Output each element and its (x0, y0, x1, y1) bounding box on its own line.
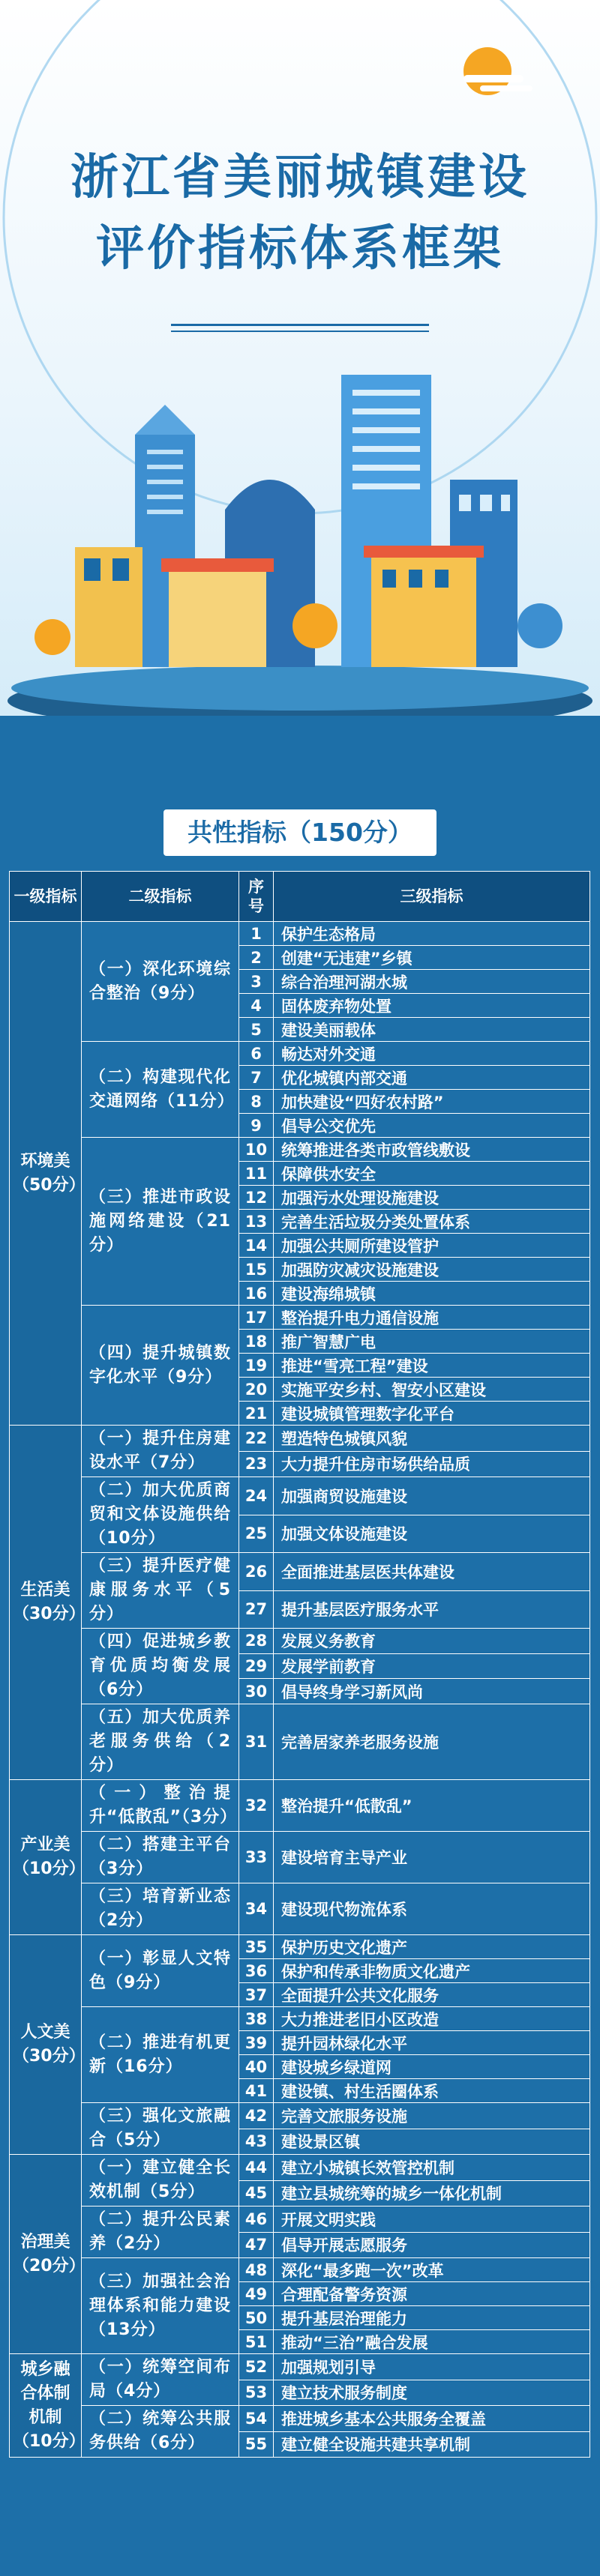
item-number: 43 (239, 2129, 274, 2155)
item-number: 25 (239, 1515, 274, 1553)
level3-indicator: 完善生活垃圾分类处置体系 (274, 1210, 590, 1234)
level2-indicator: （一）建立健全长效机制（5分） (82, 2155, 239, 2207)
title-divider (171, 331, 429, 332)
item-number: 31 (239, 1704, 274, 1780)
item-number: 16 (239, 1282, 274, 1306)
level3-indicator: 加强污水处理设施建设 (274, 1186, 590, 1210)
level1-indicator: 生活美（30分） (10, 1426, 82, 1780)
level2-indicator: （三）加强社会治理体系和能力建设（13分） (82, 2258, 239, 2354)
item-number: 53 (239, 2380, 274, 2406)
table-row (10, 1138, 590, 1162)
item-number: 6 (239, 1042, 274, 1066)
level2-indicator: （三）强化文旅融合（5分） (82, 2103, 239, 2155)
level3-indicator: 倡导终身学习新风尚 (274, 1679, 590, 1704)
sun-icon (464, 47, 532, 95)
level2-indicator: （二）统筹公共服务供给（6分） (82, 2406, 239, 2458)
item-number: 23 (239, 1451, 274, 1477)
level3-indicator: 建设镇、村生活圈体系 (274, 2079, 590, 2103)
title-divider (171, 324, 429, 326)
column-header: 序号 (239, 872, 274, 922)
item-number: 11 (239, 1162, 274, 1186)
item-number: 35 (239, 1935, 274, 1959)
level3-indicator: 整治提升电力通信设施 (274, 1306, 590, 1330)
level3-indicator: 塑造特色城镇风貌 (274, 1426, 590, 1452)
level2-indicator: （二）构建现代化交通网络（11分） (82, 1042, 239, 1138)
item-number: 40 (239, 2055, 274, 2079)
level1-indicator: 环境美（50分） (10, 922, 82, 1426)
level3-indicator: 推动“三治”融合发展 (274, 2330, 590, 2354)
level2-indicator: （二）推进有机更新（16分） (82, 2007, 239, 2103)
level3-indicator: 优化城镇内部交通 (274, 1066, 590, 1090)
level3-indicator: 加强文体设施建设 (274, 1515, 590, 1553)
item-number: 39 (239, 2031, 274, 2055)
table-row (10, 1704, 590, 1780)
level3-indicator: 建立小城镇长效管控机制 (274, 2155, 590, 2181)
level3-indicator: 推进城乡基本公共服务全覆盖 (274, 2406, 590, 2432)
item-number: 32 (239, 1780, 274, 1832)
item-number: 51 (239, 2330, 274, 2354)
item-number: 42 (239, 2103, 274, 2129)
level1-indicator: 治理美（20分） (10, 2155, 82, 2354)
level3-indicator: 固体废弃物处置 (274, 994, 590, 1018)
level3-indicator: 大力推进老旧小区改造 (274, 2007, 590, 2031)
table-row (10, 1832, 590, 1883)
table-row (10, 2354, 590, 2380)
table-row (10, 1042, 590, 1066)
level3-indicator: 加强公共厕所建设管护 (274, 1234, 590, 1258)
item-number: 20 (239, 1378, 274, 1402)
table-row (10, 1553, 590, 1591)
item-number: 17 (239, 1306, 274, 1330)
item-number: 46 (239, 2207, 274, 2233)
level3-indicator: 加强规划引导 (274, 2354, 590, 2380)
table-row (10, 1629, 590, 1654)
item-number: 2 (239, 946, 274, 970)
item-number: 5 (239, 1018, 274, 1042)
level2-indicator: （一）提升住房建设水平（7分） (82, 1426, 239, 1477)
item-number: 18 (239, 1330, 274, 1354)
table-row (10, 1935, 590, 1959)
hero-banner (0, 0, 600, 742)
level3-indicator: 综合治理河湖水城 (274, 970, 590, 994)
level3-indicator: 全面提升公共文化服务 (274, 1983, 590, 2007)
level3-indicator: 保护历史文化遗产 (274, 1935, 590, 1959)
item-number: 13 (239, 1210, 274, 1234)
level2-indicator: （四）促进城乡教育优质均衡发展（6分） (82, 1629, 239, 1704)
level3-indicator: 倡导公交优先 (274, 1114, 590, 1138)
level1-indicator: 产业美（10分） (10, 1780, 82, 1935)
table-body (10, 922, 590, 2458)
item-number: 50 (239, 2306, 274, 2330)
table-row (10, 2258, 590, 2282)
level3-indicator: 推广智慧广电 (274, 1330, 590, 1354)
item-number: 29 (239, 1653, 274, 1679)
level3-indicator: 提升基层治理能力 (274, 2306, 590, 2330)
level3-indicator: 创建“无违建”乡镇 (274, 946, 590, 970)
level3-indicator: 提升基层医疗服务水平 (274, 1590, 590, 1629)
level3-indicator: 合理配备警务资源 (274, 2282, 590, 2306)
item-number: 54 (239, 2406, 274, 2432)
level3-indicator: 保护生态格局 (274, 922, 590, 946)
table-row (10, 922, 590, 946)
table-row (10, 2103, 590, 2129)
level3-indicator: 建设景区镇 (274, 2129, 590, 2155)
item-number: 9 (239, 1114, 274, 1138)
table-row (10, 1883, 590, 1935)
level3-indicator: 畅达对外交通 (274, 1042, 590, 1066)
item-number: 55 (239, 2431, 274, 2458)
level3-indicator: 开展文明实践 (274, 2207, 590, 2233)
level3-indicator: 建立县城统筹的城乡一体化机制 (274, 2180, 590, 2207)
item-number: 45 (239, 2180, 274, 2207)
level2-indicator: （四）提升城镇数字化水平（9分） (82, 1306, 239, 1426)
item-number: 1 (239, 922, 274, 946)
level2-indicator: （三）培育新业态（2分） (82, 1883, 239, 1935)
item-number: 8 (239, 1090, 274, 1114)
level2-indicator: （一）深化环境综合整治（9分） (82, 922, 239, 1042)
page-title-line1: 浙江省美丽城镇建设 (70, 150, 530, 205)
item-number: 27 (239, 1590, 274, 1629)
item-number: 47 (239, 2232, 274, 2258)
column-header: 三级指标 (274, 872, 590, 922)
item-number: 26 (239, 1553, 274, 1591)
level2-indicator: （一）整治提升“低散乱”（3分） (82, 1780, 239, 1832)
item-number: 10 (239, 1138, 274, 1162)
level3-indicator: 深化“最多跑一次”改革 (274, 2258, 590, 2282)
level3-indicator: 加强防灾减灾设施建设 (274, 1258, 590, 1282)
item-number: 37 (239, 1983, 274, 2007)
item-number: 41 (239, 2079, 274, 2103)
level3-indicator: 建立健全设施共建共享机制 (274, 2431, 590, 2458)
level3-indicator: 发展义务教育 (274, 1629, 590, 1654)
level2-indicator: （二）加大优质商贸和文体设施供给（10分） (82, 1477, 239, 1553)
level3-indicator: 全面推进基层医共体建设 (274, 1553, 590, 1591)
table-row (10, 2406, 590, 2432)
level3-indicator: 保护和传承非物质文化遗产 (274, 1959, 590, 1983)
page-title-line2: 评价指标体系框架 (96, 221, 504, 277)
level3-indicator: 发展学前教育 (274, 1653, 590, 1679)
table-row (10, 1426, 590, 1452)
item-number: 15 (239, 1258, 274, 1282)
level3-indicator: 保障供水安全 (274, 1162, 590, 1186)
level2-indicator: （三）推进市政设施网络建设（21分） (82, 1138, 239, 1306)
item-number: 28 (239, 1629, 274, 1654)
table-row (10, 2155, 590, 2181)
level3-indicator: 整治提升“低散乱” (274, 1780, 590, 1832)
table-row (10, 1477, 590, 1515)
item-number: 38 (239, 2007, 274, 2031)
level2-indicator: （一）彰显人文特色（9分） (82, 1935, 239, 2007)
table-row (10, 2207, 590, 2233)
level3-indicator: 完善居家养老服务设施 (274, 1704, 590, 1780)
table-row (10, 2007, 590, 2031)
level2-indicator: （一）统筹空间布局（4分） (82, 2354, 239, 2406)
level3-indicator: 建设培育主导产业 (274, 1832, 590, 1883)
indicator-table (9, 871, 590, 2458)
item-number: 30 (239, 1679, 274, 1704)
level3-indicator: 大力提升住房市场供给品质 (274, 1451, 590, 1477)
level3-indicator: 倡导开展志愿服务 (274, 2232, 590, 2258)
item-number: 52 (239, 2354, 274, 2380)
level3-indicator: 建设海绵城镇 (274, 1282, 590, 1306)
item-number: 22 (239, 1426, 274, 1452)
level2-indicator: （三）提升医疗健康服务水平（5分） (82, 1553, 239, 1629)
item-number: 24 (239, 1477, 274, 1515)
level3-indicator: 推进“雪亮工程”建设 (274, 1354, 590, 1378)
level3-indicator: 建设美丽载体 (274, 1018, 590, 1042)
item-number: 3 (239, 970, 274, 994)
level3-indicator: 统筹推进各类市政管线敷设 (274, 1138, 590, 1162)
city-skyline-illustration (0, 0, 600, 742)
item-number: 7 (239, 1066, 274, 1090)
item-number: 48 (239, 2258, 274, 2282)
level3-indicator: 提升园林绿化水平 (274, 2031, 590, 2055)
column-header: 一级指标 (10, 872, 82, 922)
table-row (10, 1780, 590, 1832)
section-title: 共性指标（150分） (164, 809, 436, 856)
item-number: 19 (239, 1354, 274, 1378)
item-number: 14 (239, 1234, 274, 1258)
level3-indicator: 建设城乡绿道网 (274, 2055, 590, 2079)
level3-indicator: 实施平安乡村、智安小区建设 (274, 1378, 590, 1402)
level3-indicator: 加快建设“四好农村路” (274, 1090, 590, 1114)
level3-indicator: 加强商贸设施建设 (274, 1477, 590, 1515)
item-number: 33 (239, 1832, 274, 1883)
level3-indicator: 建设城镇管理数字化平台 (274, 1402, 590, 1426)
item-number: 44 (239, 2155, 274, 2181)
table-row (10, 1306, 590, 1330)
item-number: 34 (239, 1883, 274, 1935)
level3-indicator: 建设现代物流体系 (274, 1883, 590, 1935)
item-number: 36 (239, 1959, 274, 1983)
level1-indicator: 人文美（30分） (10, 1935, 82, 2155)
level1-indicator: 城乡融合体制机制（10分） (10, 2354, 82, 2458)
table-header-row (10, 872, 590, 922)
item-number: 12 (239, 1186, 274, 1210)
item-number: 4 (239, 994, 274, 1018)
item-number: 49 (239, 2282, 274, 2306)
level3-indicator: 完善文旅服务设施 (274, 2103, 590, 2129)
level2-indicator: （二）搭建主平台（3分） (82, 1832, 239, 1883)
item-number: 21 (239, 1402, 274, 1426)
level2-indicator: （五）加大优质养老服务供给（2分） (82, 1704, 239, 1780)
level3-indicator: 建立技术服务制度 (274, 2380, 590, 2406)
column-header: 二级指标 (82, 872, 239, 922)
level2-indicator: （二）提升公民素养（2分） (82, 2207, 239, 2258)
